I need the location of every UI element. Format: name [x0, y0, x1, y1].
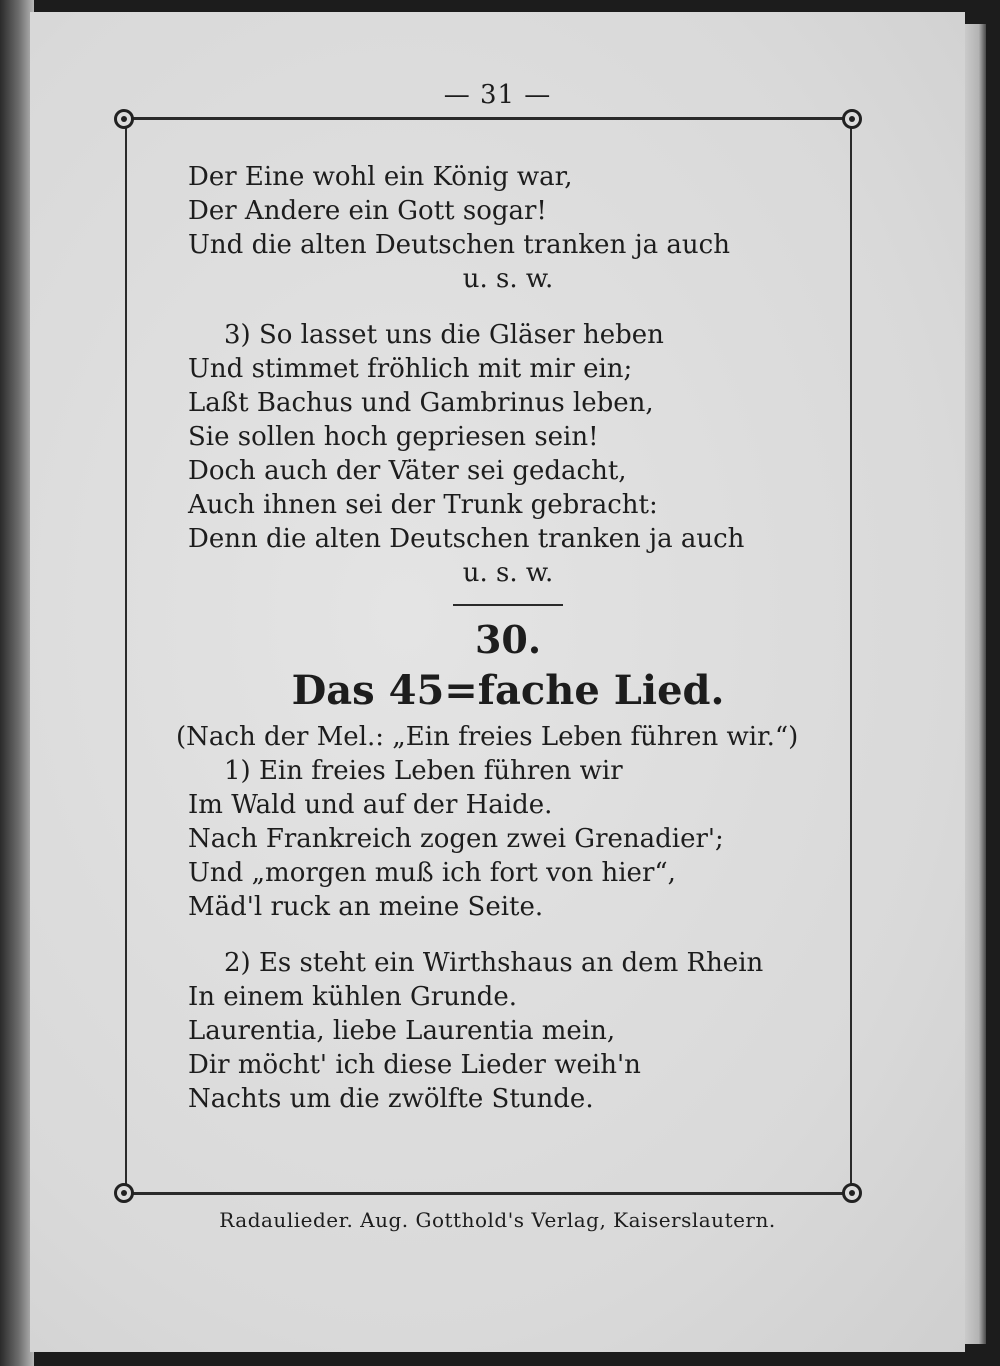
- stanza-gap: [188, 924, 828, 946]
- verse-line: Der Eine wohl ein König war,: [188, 162, 573, 192]
- corner-ornament-icon: [114, 1183, 134, 1203]
- verse-line: Der Andere ein Gott sogar!: [188, 196, 547, 226]
- corner-ornament-icon: [114, 109, 134, 129]
- verse-line: 1) Ein freies Leben führen wir: [224, 756, 623, 786]
- verse-line: Nachts um die zwölfte Stunde.: [188, 1084, 594, 1114]
- corner-ornament-icon: [842, 109, 862, 129]
- verse-line: Auch ihnen sei der Trunk gebracht:: [188, 490, 658, 520]
- verse-line: Sie sollen hoch gepriesen sein!: [188, 422, 599, 452]
- verse-line: Und stimmet fröhlich mit mir ein;: [188, 354, 633, 384]
- melody-note: (Nach der Mel.: „Ein freies Leben führen wir.“): [176, 722, 799, 752]
- book-page: [30, 12, 965, 1352]
- corner-ornament-icon: [842, 1183, 862, 1203]
- refrain-marker: u. s. w.: [462, 264, 554, 294]
- verse-line: Nach Frankreich zogen zwei Grenadier';: [188, 824, 724, 854]
- page-footer: Radaulieder. Aug. Gotthold's Verlag, Kaiserslautern.: [219, 1208, 776, 1232]
- verse-line: 3) So lasset uns die Gläser heben: [224, 320, 664, 350]
- verse-line: 2) Es steht ein Wirthshaus an dem Rhein: [224, 948, 764, 978]
- song-number: 30.: [474, 617, 542, 662]
- refrain-marker: u. s. w.: [462, 558, 554, 588]
- verse-line: Mäd'l ruck an meine Seite.: [188, 892, 544, 922]
- verse-line: Dir möcht' ich diese Lieder weih'n: [188, 1050, 641, 1080]
- verse-line: In einem kühlen Grunde.: [188, 982, 517, 1012]
- verse-line: Laurentia, liebe Laurentia mein,: [188, 1016, 616, 1046]
- verse-line: Denn die alten Deutschen tranken ja auch: [188, 524, 745, 554]
- song-title: Das 45=fache Lied.: [291, 667, 725, 714]
- page-number: — 31 —: [443, 80, 552, 110]
- page-content: [176, 160, 828, 1116]
- stanza-gap: [188, 296, 828, 318]
- verse-line: Im Wald und auf der Haide.: [188, 790, 553, 820]
- verse-line: Doch auch der Väter sei gedacht,: [188, 456, 627, 486]
- verse-line: Laßt Bachus und Gambrinus leben,: [188, 388, 654, 418]
- verse-line: Und die alten Deutschen tranken ja auch: [188, 230, 730, 260]
- section-divider: [453, 604, 563, 606]
- book-spine: [0, 0, 34, 1366]
- verse-line: Und „morgen muß ich fort von hier“,: [188, 858, 676, 888]
- page-edge: [962, 24, 986, 1344]
